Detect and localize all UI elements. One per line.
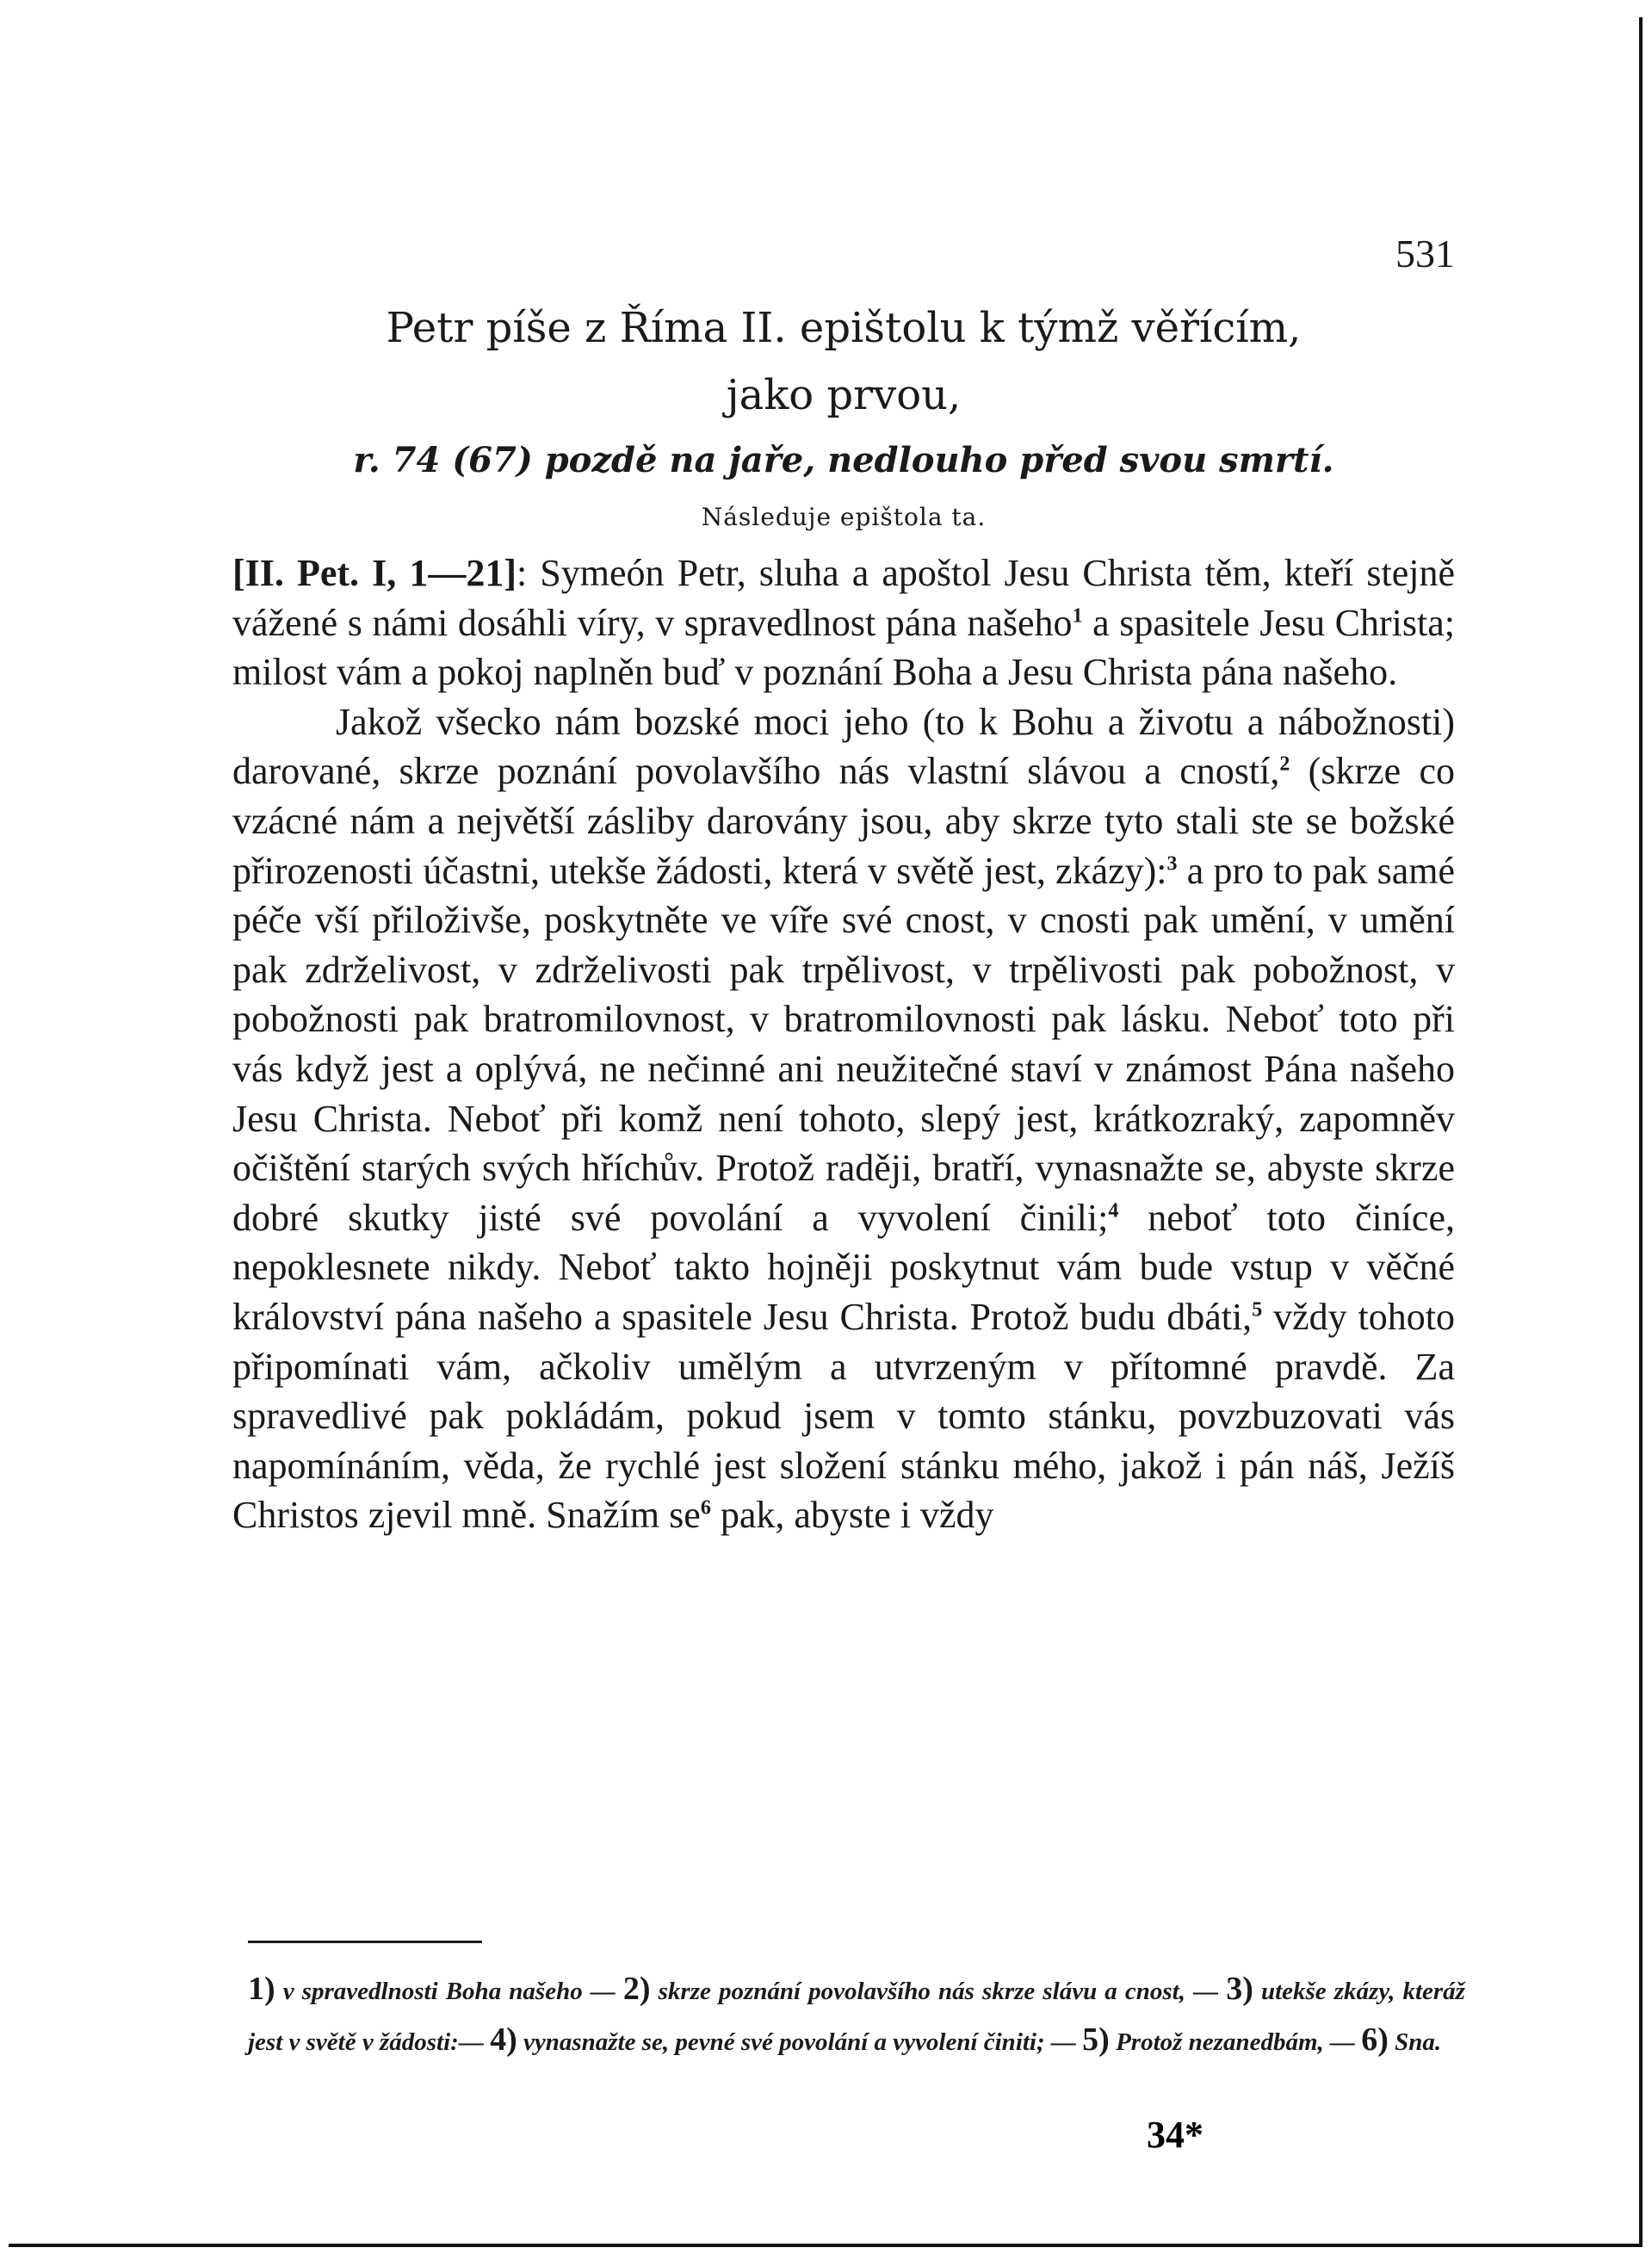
footnote-text-3: utekše zkázy, kteráž jest v světě v žádosti:— [248, 1978, 1465, 2056]
paragraph-1 [232, 548, 1455, 697]
paragraph-1-text-2: a spasitele Jesu Christa; milost vám a pokoj naplněn buď v poznání Boha a Jesu Christa pána našeho. [232, 601, 1455, 694]
footnote-ref-6: 6 [700, 1496, 711, 1520]
footnote-text-2: skrze poznání povolavšího nás skrze slávu a cnost, — [650, 1978, 1227, 2005]
footnote-number-1: 1) [248, 1971, 275, 2007]
footnote-number-5: 5) [1082, 2022, 1110, 2058]
footnote-divider [248, 1941, 482, 1943]
footnote-ref-5: 5 [1252, 1298, 1263, 1322]
chapter-heading [232, 294, 1455, 429]
paragraph-2-part-f: pak, abyste i vždy [710, 1494, 994, 1537]
footnote-number-4: 4) [490, 2022, 517, 2058]
paragraph-2-part-c: a pro to pak samé péče vší přiloživše, poskytněte ve víře své cnost, v cnosti pak umění, v umění pak zdrželivost, v zdrželivosti pak trpělivost, v trpělivosti pak pobožnost, v pobožnosti pak bratromilovnost, v bratromilovnosti pak lásku. Neboť toto při vás když jest a oplývá, ne nečinné ani neužitečné staví v známost Pána našeho Jesu Christa. Neboť při komž není tohoto, slepý jest, krátkozraký, zapomněv očištění starých svých hříchův. Protož raději, bratří, vynasnažte se, abyste skrze dobré skutky jisté své povolání a vyvolení činili; [232, 849, 1455, 1239]
paragraph-2 [232, 697, 1455, 1540]
chapter-subheading: r. 74 (67) pozdě na jaře, nedlouho před svou smrtí. [353, 440, 1334, 480]
scripture-reference: [II. Pet. I, 1—21] [232, 552, 517, 594]
paragraph-2-part-b: (skrze co vzácné nám a největší zásliby darovány jsou, aby skrze tyto stali ste se božské přirozenosti účastni, utekše žádosti, která v světě jest, zkázy): [232, 750, 1455, 892]
footnote-ref-1: 1 [1072, 604, 1083, 627]
heading-line-2: jako prvou, [726, 371, 962, 419]
footnote-number-6: 6) [1361, 2022, 1389, 2058]
footnote-ref-3: 3 [1166, 851, 1178, 875]
printer-signature-mark: 34* [1147, 2114, 1203, 2156]
footnote-text-4: vynasnažte se, pevné své povolání a vyvolení činiti; — [517, 2028, 1083, 2056]
paragraph-2-part-a: Jakož všecko nám bozské moci jeho (to k Bohu a životu a nábožnosti) darované, skrze poznání povolavšího nás vlastní slávou a cností, [232, 700, 1455, 793]
heading-line-1: Petr píše z Říma II. epištolu k týmž věřícím, [386, 304, 1302, 352]
body-text [232, 548, 1455, 1540]
paragraph-1-text: : Symeón Petr, sluha a apoštol Jesu Christa těm, kteří stejně vážené s námi dosáhli víry, v spravedlnost pána našeho [232, 552, 1455, 644]
text-area [232, 222, 1455, 1540]
footnote-number-2: 2) [622, 1971, 651, 2007]
footnote-text-5: Protož nezanedbám, — [1109, 2028, 1362, 2056]
footnote-text-1: v spravedlnosti Boha našeho — [275, 1978, 623, 2005]
footnote-text-6: Sna. [1388, 2028, 1442, 2056]
footnote-ref-4: 4 [1108, 1199, 1119, 1223]
page-number: 531 [1395, 232, 1455, 276]
footnote-ref-2: 2 [1279, 752, 1290, 776]
book-page [9, 17, 1643, 2247]
paragraph-2-part-d: neboť toto činíce, nepoklesnete nikdy. Neboť takto hojněji poskytnut vám bude vstup v věčné království pána našeho a spasitele Jesu Christa. Protož budu dbáti, [232, 1196, 1455, 1338]
footnote-number-3: 3) [1226, 1971, 1253, 2007]
section-caption: Následuje epištola ta. [701, 503, 987, 531]
paragraph-2-part-e: vždy tohoto připomínati vám, ačkoliv umělým a utvrzeným v přítomné pravdě. Za spravedlivé pak pokládám, pokud jsem v tomto stánku, povzbuzovati vás napomínáním, věda, že rychlé jest složení stánku mého, jakož i pán náš, Ježíš Christos zjevil mně. Snažím se [232, 1295, 1455, 1537]
footnotes [248, 1965, 1465, 2066]
